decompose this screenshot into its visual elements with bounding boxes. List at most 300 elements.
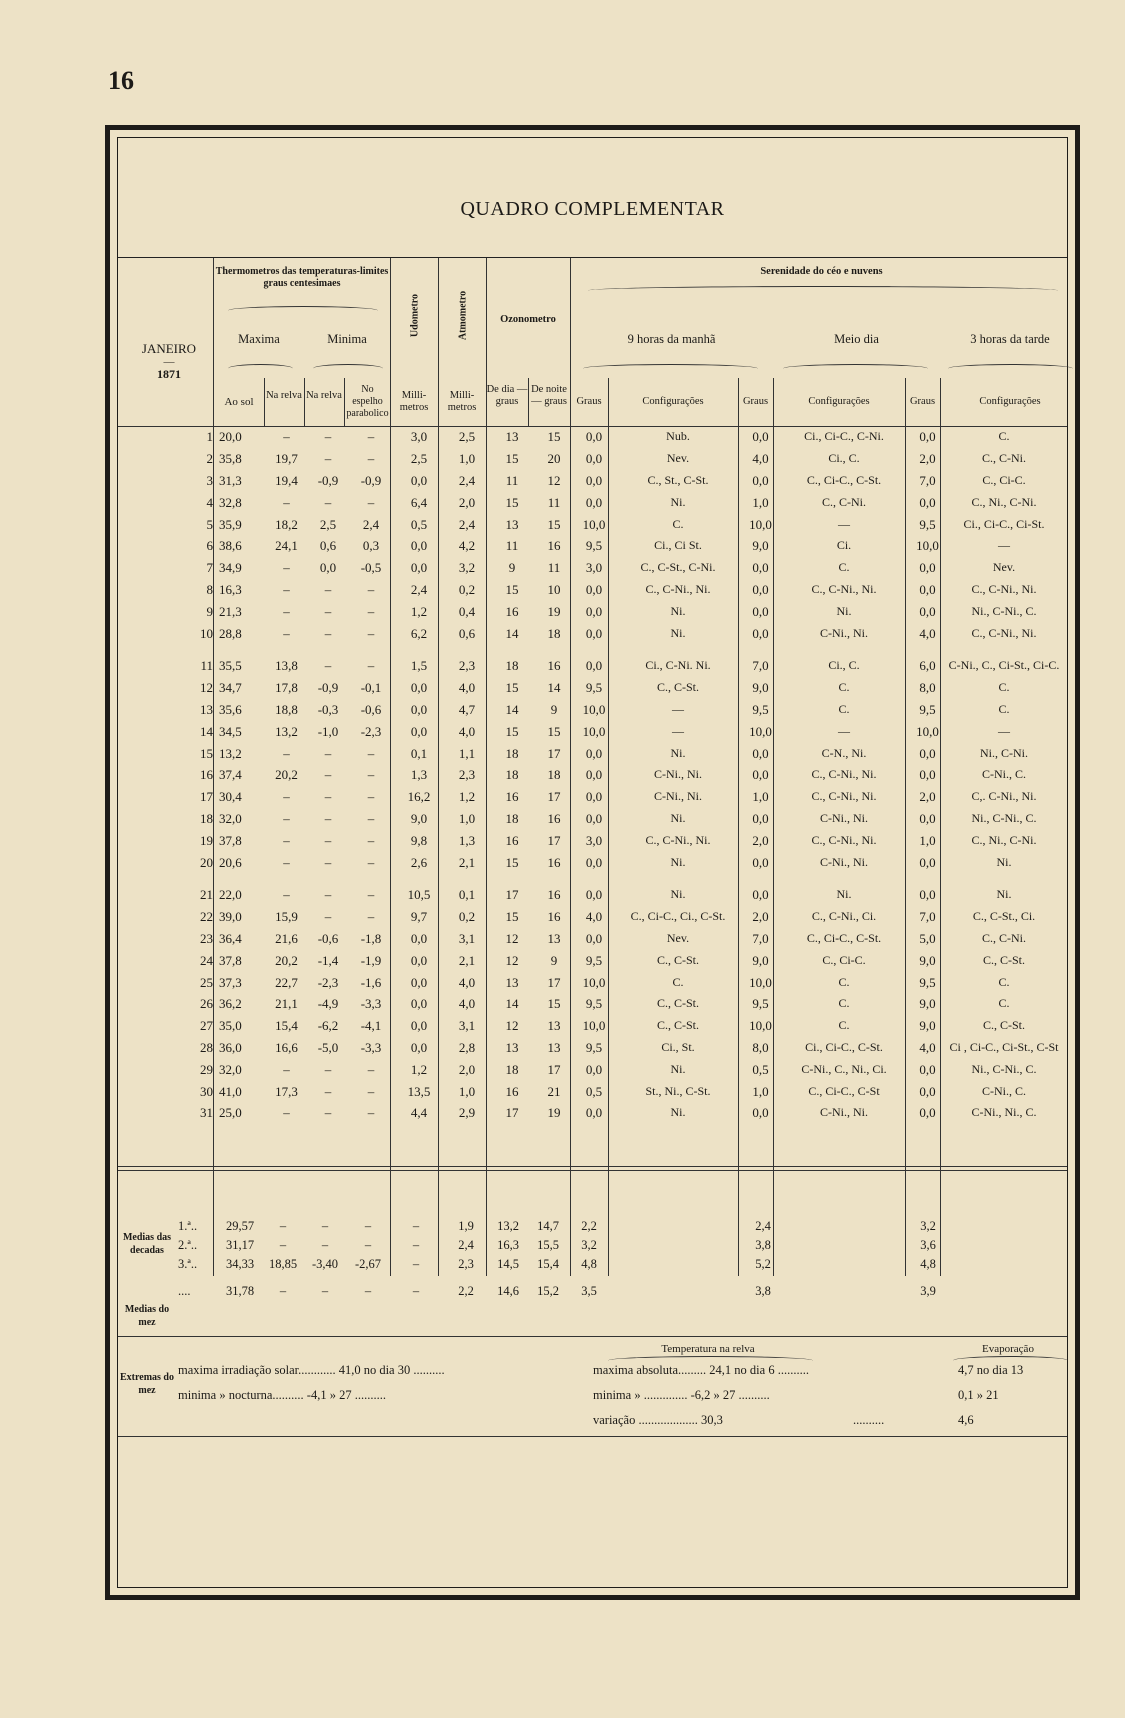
table-cell: 14 xyxy=(547,680,561,696)
espelho-header: No espelho parabolico xyxy=(346,384,389,419)
table-row xyxy=(118,622,1063,644)
extremas-label: Extremas do mez xyxy=(120,1372,174,1396)
table-cell: Ni., C-Ni., C. xyxy=(971,1061,1037,1076)
graus-header-3: Graus xyxy=(909,396,936,407)
table-cell: – xyxy=(367,789,375,805)
graus-header-2: Graus xyxy=(742,396,769,407)
table-cell: 16 xyxy=(547,909,561,925)
table-cell: 19 xyxy=(547,1105,561,1121)
table-cell: 4,0 xyxy=(919,625,936,641)
table-cell: 17 xyxy=(547,832,561,848)
medias-cell: 34,33 xyxy=(225,1257,255,1271)
evaporacao-line-2: 0,1 » 21 xyxy=(958,1388,999,1402)
table-cell: 18 xyxy=(505,767,519,783)
month-dash: — xyxy=(163,356,175,368)
table-cell: 3,1 xyxy=(458,930,476,946)
medias-cell: 3,8 xyxy=(755,1284,771,1298)
table-cell: -0,3 xyxy=(317,701,339,717)
maxima-header: Maxima xyxy=(238,332,280,346)
table-row xyxy=(118,764,1063,786)
table-cell: C., C-Ni., Ci. xyxy=(811,909,877,924)
table-row xyxy=(118,742,1063,764)
day-cell: 27 xyxy=(200,1018,213,1034)
table-cell: C. xyxy=(998,701,1010,716)
table-cell: 0,0 xyxy=(752,625,769,641)
table-cell: 16 xyxy=(547,854,561,870)
table-cell: 0,0 xyxy=(752,745,769,761)
table-cell: 10,0 xyxy=(582,723,606,739)
table-cell: 1,3 xyxy=(458,832,476,848)
table-cell: 14 xyxy=(505,625,519,641)
table-cell: 1,0 xyxy=(919,832,936,848)
table-cell: 9 xyxy=(550,701,558,717)
config-header-3: Configurações xyxy=(979,396,1041,407)
table-cell: 0,0 xyxy=(752,560,769,576)
table-cell: 0,0 xyxy=(919,560,936,576)
day-cell: 18 xyxy=(200,810,213,826)
table-cell: 19 xyxy=(547,603,561,619)
table-cell: 32,0 xyxy=(219,810,242,826)
table-cell: 20,2 xyxy=(275,952,298,968)
table-cell: C-Ni., C., Ni., Ci. xyxy=(801,1061,887,1076)
table-cell: 0,0 xyxy=(919,1083,936,1099)
table-cell: 0,0 xyxy=(585,603,603,619)
table-cell: 17 xyxy=(505,1105,519,1121)
brace xyxy=(583,364,758,373)
table-cell: 2,5 xyxy=(458,429,476,445)
medias-cell: – xyxy=(321,1284,329,1298)
table-cell: 24,1 xyxy=(275,538,298,554)
table-cell: 0,0 xyxy=(919,767,936,783)
month-label: JANEIRO xyxy=(141,341,197,356)
day-cell: 28 xyxy=(200,1039,213,1055)
table-cell: 4,0 xyxy=(585,909,603,925)
table-cell: 16,6 xyxy=(275,1039,298,1055)
table-cell: 31,3 xyxy=(219,472,242,488)
table-cell: C. xyxy=(838,1018,850,1033)
table-cell: 9,5 xyxy=(585,538,603,554)
ao-sol-header: Ao sol xyxy=(224,396,254,408)
table-cell: Ni., C-Ni. xyxy=(980,745,1028,760)
table-cell: 19,7 xyxy=(275,451,298,467)
ozonometro-header: Ozonometro xyxy=(500,314,556,325)
day-cell: 17 xyxy=(200,789,213,805)
table-cell: 0,6 xyxy=(458,625,476,641)
table-cell: C., Ci-C., C-St xyxy=(808,1083,880,1098)
medias-cell: 3,8 xyxy=(755,1238,771,1252)
table-cell: 4,0 xyxy=(458,680,476,696)
day-cell: 31 xyxy=(200,1105,213,1121)
table-cell: 12 xyxy=(547,472,561,488)
table-cell: C-Ni., Ni. xyxy=(654,789,702,804)
table-cell: – xyxy=(283,1061,290,1077)
table-cell: 2,0 xyxy=(752,832,769,848)
table-cell: Ci., C-Ni. Ni. xyxy=(645,658,711,673)
table-cell: – xyxy=(367,1061,375,1077)
table-cell: 0,0 xyxy=(919,745,936,761)
table-cell: 18,8 xyxy=(275,701,298,717)
day-cell: 30 xyxy=(200,1083,213,1099)
table-cell: 13 xyxy=(505,974,519,990)
table-row xyxy=(118,491,1063,513)
table-cell: 34,7 xyxy=(219,680,242,696)
table-cell: 10 xyxy=(547,581,561,597)
table-cell: Nev. xyxy=(992,560,1016,575)
table-cell: 36,0 xyxy=(219,1039,242,1055)
table-cell: 9 xyxy=(550,952,558,968)
table-cell: 9 xyxy=(508,560,516,576)
table-cell: 35,9 xyxy=(219,516,242,532)
table-cell: -0,1 xyxy=(360,680,382,696)
table-row xyxy=(118,655,1063,677)
table-cell: Ni. xyxy=(996,854,1012,869)
evaporacao-line-3: 4,6 xyxy=(958,1413,974,1427)
table-row xyxy=(118,884,1063,906)
table-cell: 0,0 xyxy=(410,680,428,696)
table-row xyxy=(118,971,1063,993)
table-cell: 9,0 xyxy=(752,952,769,968)
section-rule xyxy=(118,1166,1067,1167)
table-cell: – xyxy=(367,1083,375,1099)
medias-cell: 4,8 xyxy=(920,1257,936,1271)
table-cell: 0,0 xyxy=(919,810,936,826)
table-cell: 15 xyxy=(547,516,561,532)
table-cell: 2,3 xyxy=(458,658,476,674)
table-cell: C., C-Ni., Ni. xyxy=(645,581,711,596)
table-cell: — xyxy=(998,538,1010,553)
table-cell: C., C-Ni., Ni. xyxy=(971,581,1037,596)
table-cell: 36,2 xyxy=(219,996,242,1012)
table-cell: 4,0 xyxy=(458,996,476,1012)
col-divider xyxy=(264,378,265,426)
table-cell: C., C-Ni., Ni. xyxy=(811,832,877,847)
table-cell: 0,1 xyxy=(410,745,428,761)
table-cell: C., C-Ni., Ni. xyxy=(645,832,711,847)
atmometro-header: Atmometro xyxy=(457,290,469,341)
table-cell: 15 xyxy=(547,996,561,1012)
day-cell: 8 xyxy=(206,581,213,597)
temp-relva-header: Temperatura na relva xyxy=(661,1343,755,1355)
section-rule xyxy=(118,1436,1067,1437)
brace xyxy=(228,364,293,373)
table-cell: Nev. xyxy=(666,451,690,466)
table-cell: 2,0 xyxy=(919,789,936,805)
medias-cell: – xyxy=(412,1238,420,1252)
table-cell: 0,0 xyxy=(410,560,428,576)
table-cell: -1,9 xyxy=(360,952,382,968)
table-cell: 0,0 xyxy=(585,429,603,445)
table-cell: 7,0 xyxy=(919,472,936,488)
table-cell: C., Ci-C., C-St. xyxy=(806,930,882,945)
medias-cell: – xyxy=(364,1219,372,1233)
table-cell: 10,0 xyxy=(749,516,772,532)
day-cell: 7 xyxy=(206,560,213,576)
table-cell: 17 xyxy=(547,1061,561,1077)
table-cell: 6,2 xyxy=(410,625,428,641)
table-cell: 35,5 xyxy=(219,658,242,674)
table-cell: 14 xyxy=(505,701,519,717)
table-row xyxy=(118,1080,1063,1102)
table-cell: 11 xyxy=(547,560,561,576)
table-cell: -3,3 xyxy=(360,996,382,1012)
table-cell: Ni., C-Ni., C. xyxy=(971,810,1037,825)
table-cell: 20,6 xyxy=(219,854,242,870)
table-cell: – xyxy=(367,810,375,826)
table-cell: 2,4 xyxy=(410,581,428,597)
table-cell: — xyxy=(672,723,684,738)
day-cell: 12 xyxy=(200,680,213,696)
table-cell: – xyxy=(367,603,375,619)
table-cell: – xyxy=(324,581,332,597)
table-cell: 22,7 xyxy=(275,974,298,990)
table-cell: 15 xyxy=(505,494,519,510)
table-cell: 0,0 xyxy=(585,581,603,597)
table-cell: 39,0 xyxy=(219,909,242,925)
table-cell: 13,5 xyxy=(407,1083,431,1099)
table-cell: C. xyxy=(672,516,684,531)
table-cell: -4,9 xyxy=(317,996,339,1012)
medias-mez-label: Medias do mez xyxy=(124,1304,170,1328)
table-cell: 32,0 xyxy=(219,1061,242,1077)
medias-cell: – xyxy=(321,1238,329,1252)
day-cell: 10 xyxy=(200,625,213,641)
table-cell: 13 xyxy=(505,429,519,445)
temp-relva-line-2: minima » .............. -6,2 » 27 .......... xyxy=(593,1388,770,1402)
table-cell: – xyxy=(324,1061,332,1077)
brace xyxy=(783,364,928,373)
table-cell: 0,0 xyxy=(585,625,603,641)
medias-cell: 13,2 xyxy=(497,1219,519,1233)
table-cell: 2,4 xyxy=(458,472,476,488)
table-cell: -6,2 xyxy=(317,1018,339,1034)
medias-cell: 3,2 xyxy=(581,1238,597,1252)
table-row xyxy=(118,786,1063,808)
table-cell: C., C-St., C-Ni. xyxy=(640,560,716,575)
table-cell: C., Ni., C-Ni. xyxy=(971,832,1037,847)
table-cell: – xyxy=(324,603,332,619)
table-cell: 0,0 xyxy=(919,887,936,903)
table-cell: 35,6 xyxy=(219,701,242,717)
table-cell: C., C-St., Ci. xyxy=(972,909,1036,924)
table-cell: C., C-St. xyxy=(656,952,699,967)
table-cell: – xyxy=(283,560,290,576)
table-cell: C-Ni., C., Ci-St., Ci-C. xyxy=(948,658,1060,673)
table-cell: 3,0 xyxy=(410,429,428,445)
table-cell: 0,1 xyxy=(458,887,476,903)
table-cell: 4,2 xyxy=(458,538,476,554)
table-cell: – xyxy=(367,854,375,870)
day-cell: 20 xyxy=(200,854,213,870)
table-cell: 0,0 xyxy=(410,974,428,990)
table-cell: 15 xyxy=(505,680,519,696)
table-cell: 25,0 xyxy=(219,1105,242,1121)
table-cell: 10,0 xyxy=(582,516,606,532)
table-cell: C., C-Ni., Ni. xyxy=(811,581,877,596)
table-cell: C-Ni., C. xyxy=(981,1083,1026,1098)
table-cell: 21,6 xyxy=(275,930,298,946)
table-cell: 37,4 xyxy=(219,767,242,783)
table-cell: 0,0 xyxy=(585,1105,603,1121)
table-cell: 0,6 xyxy=(319,538,337,554)
table-frame xyxy=(105,125,1080,1600)
table-cell: – xyxy=(283,1105,290,1121)
millimetros-header-1: Milli-metros xyxy=(399,390,429,413)
table-cell: Ni. xyxy=(670,603,686,618)
table-cell: – xyxy=(283,887,290,903)
table-cell: — xyxy=(838,723,850,738)
table-cell: – xyxy=(283,810,290,826)
table-row xyxy=(118,600,1063,622)
table-cell: 0,0 xyxy=(919,494,936,510)
table-cell: C., C-Ni. xyxy=(821,494,866,509)
table-cell: 0,0 xyxy=(752,1105,769,1121)
medias-cell: 14,7 xyxy=(537,1219,559,1233)
table-cell: Ni. xyxy=(996,887,1012,902)
table-cell: 0,4 xyxy=(458,603,476,619)
day-cell: 24 xyxy=(200,952,213,968)
table-cell: 9,0 xyxy=(410,810,428,826)
table-cell: Nev. xyxy=(666,930,690,945)
table-cell: 16,3 xyxy=(219,581,242,597)
medias-cell: -3,40 xyxy=(311,1257,339,1271)
table-cell: 16 xyxy=(505,1083,519,1099)
table-cell: 21 xyxy=(547,1083,561,1099)
table-cell: 0,0 xyxy=(585,494,603,510)
table-cell: 0,0 xyxy=(752,767,769,783)
table-inner-frame xyxy=(117,137,1068,1588)
table-cell: C-Ni., Ni. xyxy=(654,767,702,782)
table-cell: – xyxy=(324,1105,332,1121)
medias-cell: 29,57 xyxy=(225,1219,255,1233)
table-cell: C. xyxy=(838,560,850,575)
table-cell: 9,0 xyxy=(919,1018,936,1034)
table-cell: -0,9 xyxy=(317,472,339,488)
medias-cell: 2,2 xyxy=(581,1219,597,1233)
table-cell: 0,0 xyxy=(585,745,603,761)
table-cell: 4,0 xyxy=(458,723,476,739)
decade-gap xyxy=(118,873,1063,884)
table-cell: 13 xyxy=(547,1018,561,1034)
temp-relva-line-1: maxima absoluta......... 24,1 no dia 6 .......... xyxy=(593,1363,809,1377)
table-cell: 12 xyxy=(505,930,519,946)
medias-cell: 14,5 xyxy=(497,1257,519,1271)
table-cell: – xyxy=(367,767,375,783)
table-cell: 15 xyxy=(505,854,519,870)
table-cell: 1,5 xyxy=(410,658,428,674)
table-cell: C., St., C-St. xyxy=(647,472,709,487)
table-row xyxy=(118,677,1063,699)
table-row xyxy=(118,579,1063,601)
medias-decadas-label: Medias das decadas xyxy=(122,1232,172,1256)
table-cell: 17 xyxy=(547,974,561,990)
table-cell: – xyxy=(367,625,375,641)
table-cell: 1,0 xyxy=(458,451,476,467)
table-cell: C. xyxy=(998,680,1010,695)
day-cell: 16 xyxy=(200,767,213,783)
table-cell: 0,0 xyxy=(585,767,603,783)
table-row xyxy=(118,829,1063,851)
table-row xyxy=(118,535,1063,557)
top-rule xyxy=(118,257,1067,258)
medias-cell: 2,4 xyxy=(755,1219,771,1233)
table-cell: 18,2 xyxy=(275,516,298,532)
table-cell: 18 xyxy=(547,767,561,783)
table-cell: -4,1 xyxy=(360,1018,382,1034)
table-cell: C-Ni., C. xyxy=(981,767,1026,782)
day-cell: 6 xyxy=(206,538,213,554)
table-cell: C-Ni., Ni. xyxy=(820,1105,868,1120)
year-label: 1871 xyxy=(157,367,181,381)
table-cell: 10,0 xyxy=(582,701,606,717)
table-cell: 0,0 xyxy=(752,887,769,903)
table-cell: 18 xyxy=(505,745,519,761)
table-cell: 6,4 xyxy=(410,494,428,510)
medias-cell: -2,67 xyxy=(354,1257,382,1271)
table-cell: – xyxy=(324,854,332,870)
table-cell: C., C-St. xyxy=(656,680,699,695)
table-cell: 13,2 xyxy=(219,745,242,761)
table-row xyxy=(118,448,1063,470)
table-cell: Ci., Ci-C., Ci-St. xyxy=(963,516,1045,531)
table-cell: 0,0 xyxy=(919,603,936,619)
table-cell: – xyxy=(324,909,332,925)
table-cell: 1,0 xyxy=(752,494,769,510)
table-cell: Ci., St. xyxy=(661,1039,695,1054)
table-cell: 2,5 xyxy=(319,516,337,532)
table-cell: 37,8 xyxy=(219,952,242,968)
table-cell: 0,3 xyxy=(362,538,380,554)
de-noite-header: De noite — graus xyxy=(531,384,567,407)
table-cell: 1,0 xyxy=(458,1083,476,1099)
table-cell: Ci., C. xyxy=(828,658,860,673)
table-cell: 10,0 xyxy=(582,1018,606,1034)
table-cell: -5,0 xyxy=(317,1039,339,1055)
medias-cell: 2,3 xyxy=(458,1257,474,1271)
page-title: QUADRO COMPLEMENTAR xyxy=(460,198,725,220)
section-rule xyxy=(118,1336,1067,1337)
table-cell: 0,0 xyxy=(752,854,769,870)
medias-cell: – xyxy=(279,1238,287,1252)
table-cell: 14 xyxy=(505,996,519,1012)
table-cell: 7,0 xyxy=(752,658,769,674)
table-cell: Ni. xyxy=(670,1105,686,1120)
table-cell: 0,0 xyxy=(919,581,936,597)
table-cell: 16 xyxy=(547,658,561,674)
table-cell: — xyxy=(998,723,1010,738)
table-cell: 10,0 xyxy=(916,538,939,554)
table-cell: 9,8 xyxy=(410,832,428,848)
table-cell: 17 xyxy=(547,745,561,761)
table-cell: 35,8 xyxy=(219,451,242,467)
medias-cell: 15,5 xyxy=(537,1238,559,1252)
table-cell: 18 xyxy=(505,658,519,674)
na-relva-max-header: Na relva xyxy=(266,390,302,401)
table-cell: 0,0 xyxy=(585,854,603,870)
table-cell: 35,0 xyxy=(219,1018,242,1034)
medias-cell: 3.ª.. xyxy=(178,1257,198,1271)
table-cell: Ni., C-Ni., C. xyxy=(971,603,1037,618)
table-cell: 17,8 xyxy=(275,680,298,696)
day-cell: 22 xyxy=(200,909,213,925)
table-cell: – xyxy=(367,832,375,848)
table-cell: 0,0 xyxy=(410,538,428,554)
table-cell: C. xyxy=(838,701,850,716)
table-cell: 0,0 xyxy=(919,854,936,870)
table-cell: C-Ni., Ni. xyxy=(820,854,868,869)
table-cell: – xyxy=(283,745,290,761)
config-header-1: Configurações xyxy=(642,396,704,407)
medias-cell: – xyxy=(412,1219,420,1233)
